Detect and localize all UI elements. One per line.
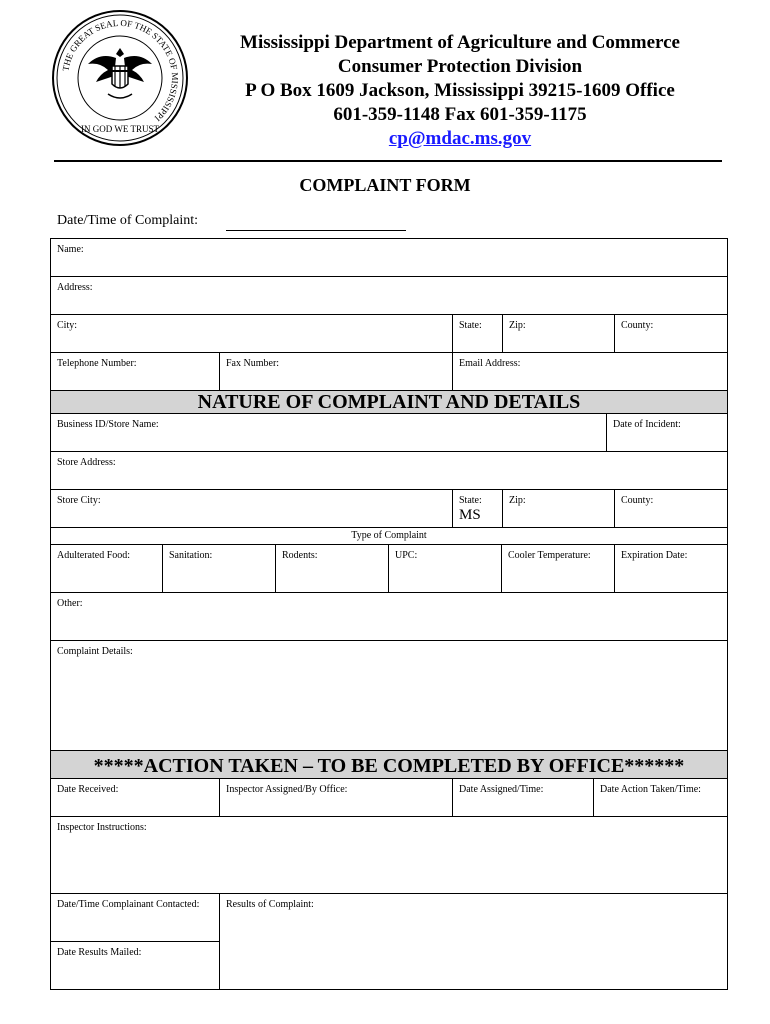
county-field[interactable]: County: [615, 315, 727, 353]
seal-motto: IN GOD WE TRUST [81, 124, 159, 134]
date-received-field[interactable]: Date Received: [51, 779, 220, 817]
store-state-field[interactable]: State: MS [453, 490, 503, 528]
date-results-mailed-field[interactable]: Date Results Mailed: [51, 942, 220, 989]
division-name: Consumer Protection Division [337, 56, 583, 77]
adulterated-food-field[interactable]: Adulterated Food: [51, 545, 163, 593]
cooler-temperature-field[interactable]: Cooler Temperature: [502, 545, 615, 593]
telephone-field[interactable]: Telephone Number: [51, 353, 220, 391]
state-seal-logo [50, 8, 190, 148]
complainant-contacted-field[interactable]: Date/Time Complainant Contacted: [51, 894, 220, 942]
complaint-details-field[interactable]: Complaint Details: [51, 641, 727, 751]
action-heading: *****ACTION TAKEN – TO BE COMPLETED BY OFFICE****** [51, 751, 727, 779]
store-zip-field[interactable]: Zip: [503, 490, 615, 528]
inspector-assigned-field[interactable]: Inspector Assigned/By Office: [220, 779, 453, 817]
city-field[interactable]: City: [51, 315, 453, 353]
date-assigned-field[interactable]: Date Assigned/Time: [453, 779, 594, 817]
datetime-label: Date/Time of Complaint: [57, 213, 199, 228]
sanitation-field[interactable]: Sanitation: [163, 545, 276, 593]
other-field[interactable]: Other: [51, 593, 727, 641]
address-field[interactable]: Address: [51, 277, 727, 315]
store-address-field[interactable]: Store Address: [51, 452, 727, 490]
store-city-field[interactable]: Store City: [51, 490, 453, 528]
datetime-field-line[interactable] [226, 230, 406, 231]
date-of-incident-field[interactable]: Date of Incident: [607, 414, 727, 452]
phone-fax: 601-359-1148 Fax 601-359-1175 [333, 104, 587, 125]
results-of-complaint-field[interactable]: Results of Complaint: [226, 899, 314, 910]
zip-field[interactable]: Zip: [503, 315, 615, 353]
fax-field[interactable]: Fax Number: [220, 353, 453, 391]
header-divider [54, 160, 722, 162]
mailing-address: P O Box 1609 Jackson, Mississippi 39215-1609 Office [245, 80, 675, 101]
expiration-date-field[interactable]: Expiration Date: [615, 545, 727, 593]
complaint-form-table [50, 238, 728, 990]
store-county-field[interactable]: County: [615, 490, 727, 528]
store-state-value: MS [459, 507, 481, 523]
type-of-complaint-heading: Type of Complaint [51, 528, 727, 545]
agency-name: Mississippi Department of Agriculture and Commerce [240, 32, 680, 53]
nature-heading: NATURE OF COMPLAINT AND DETAILS [51, 391, 727, 414]
form-title: COMPLAINT FORM [299, 175, 471, 195]
rodents-field[interactable]: Rodents: [276, 545, 389, 593]
date-action-taken-field[interactable]: Date Action Taken/Time: [594, 779, 727, 817]
email-field[interactable]: Email Address: [453, 353, 727, 391]
upc-field[interactable]: UPC: [389, 545, 502, 593]
business-name-field[interactable]: Business ID/Store Name: [51, 414, 607, 452]
state-field[interactable]: State: [453, 315, 503, 353]
seal-ring-text: THE GREAT SEAL OF THE STATE OF MISSISSIPPI [60, 17, 181, 124]
inspector-instructions-field[interactable]: Inspector Instructions: [51, 817, 727, 894]
email-link[interactable]: cp@mdac.ms.gov [388, 128, 532, 149]
name-field[interactable]: Name: [51, 239, 727, 277]
